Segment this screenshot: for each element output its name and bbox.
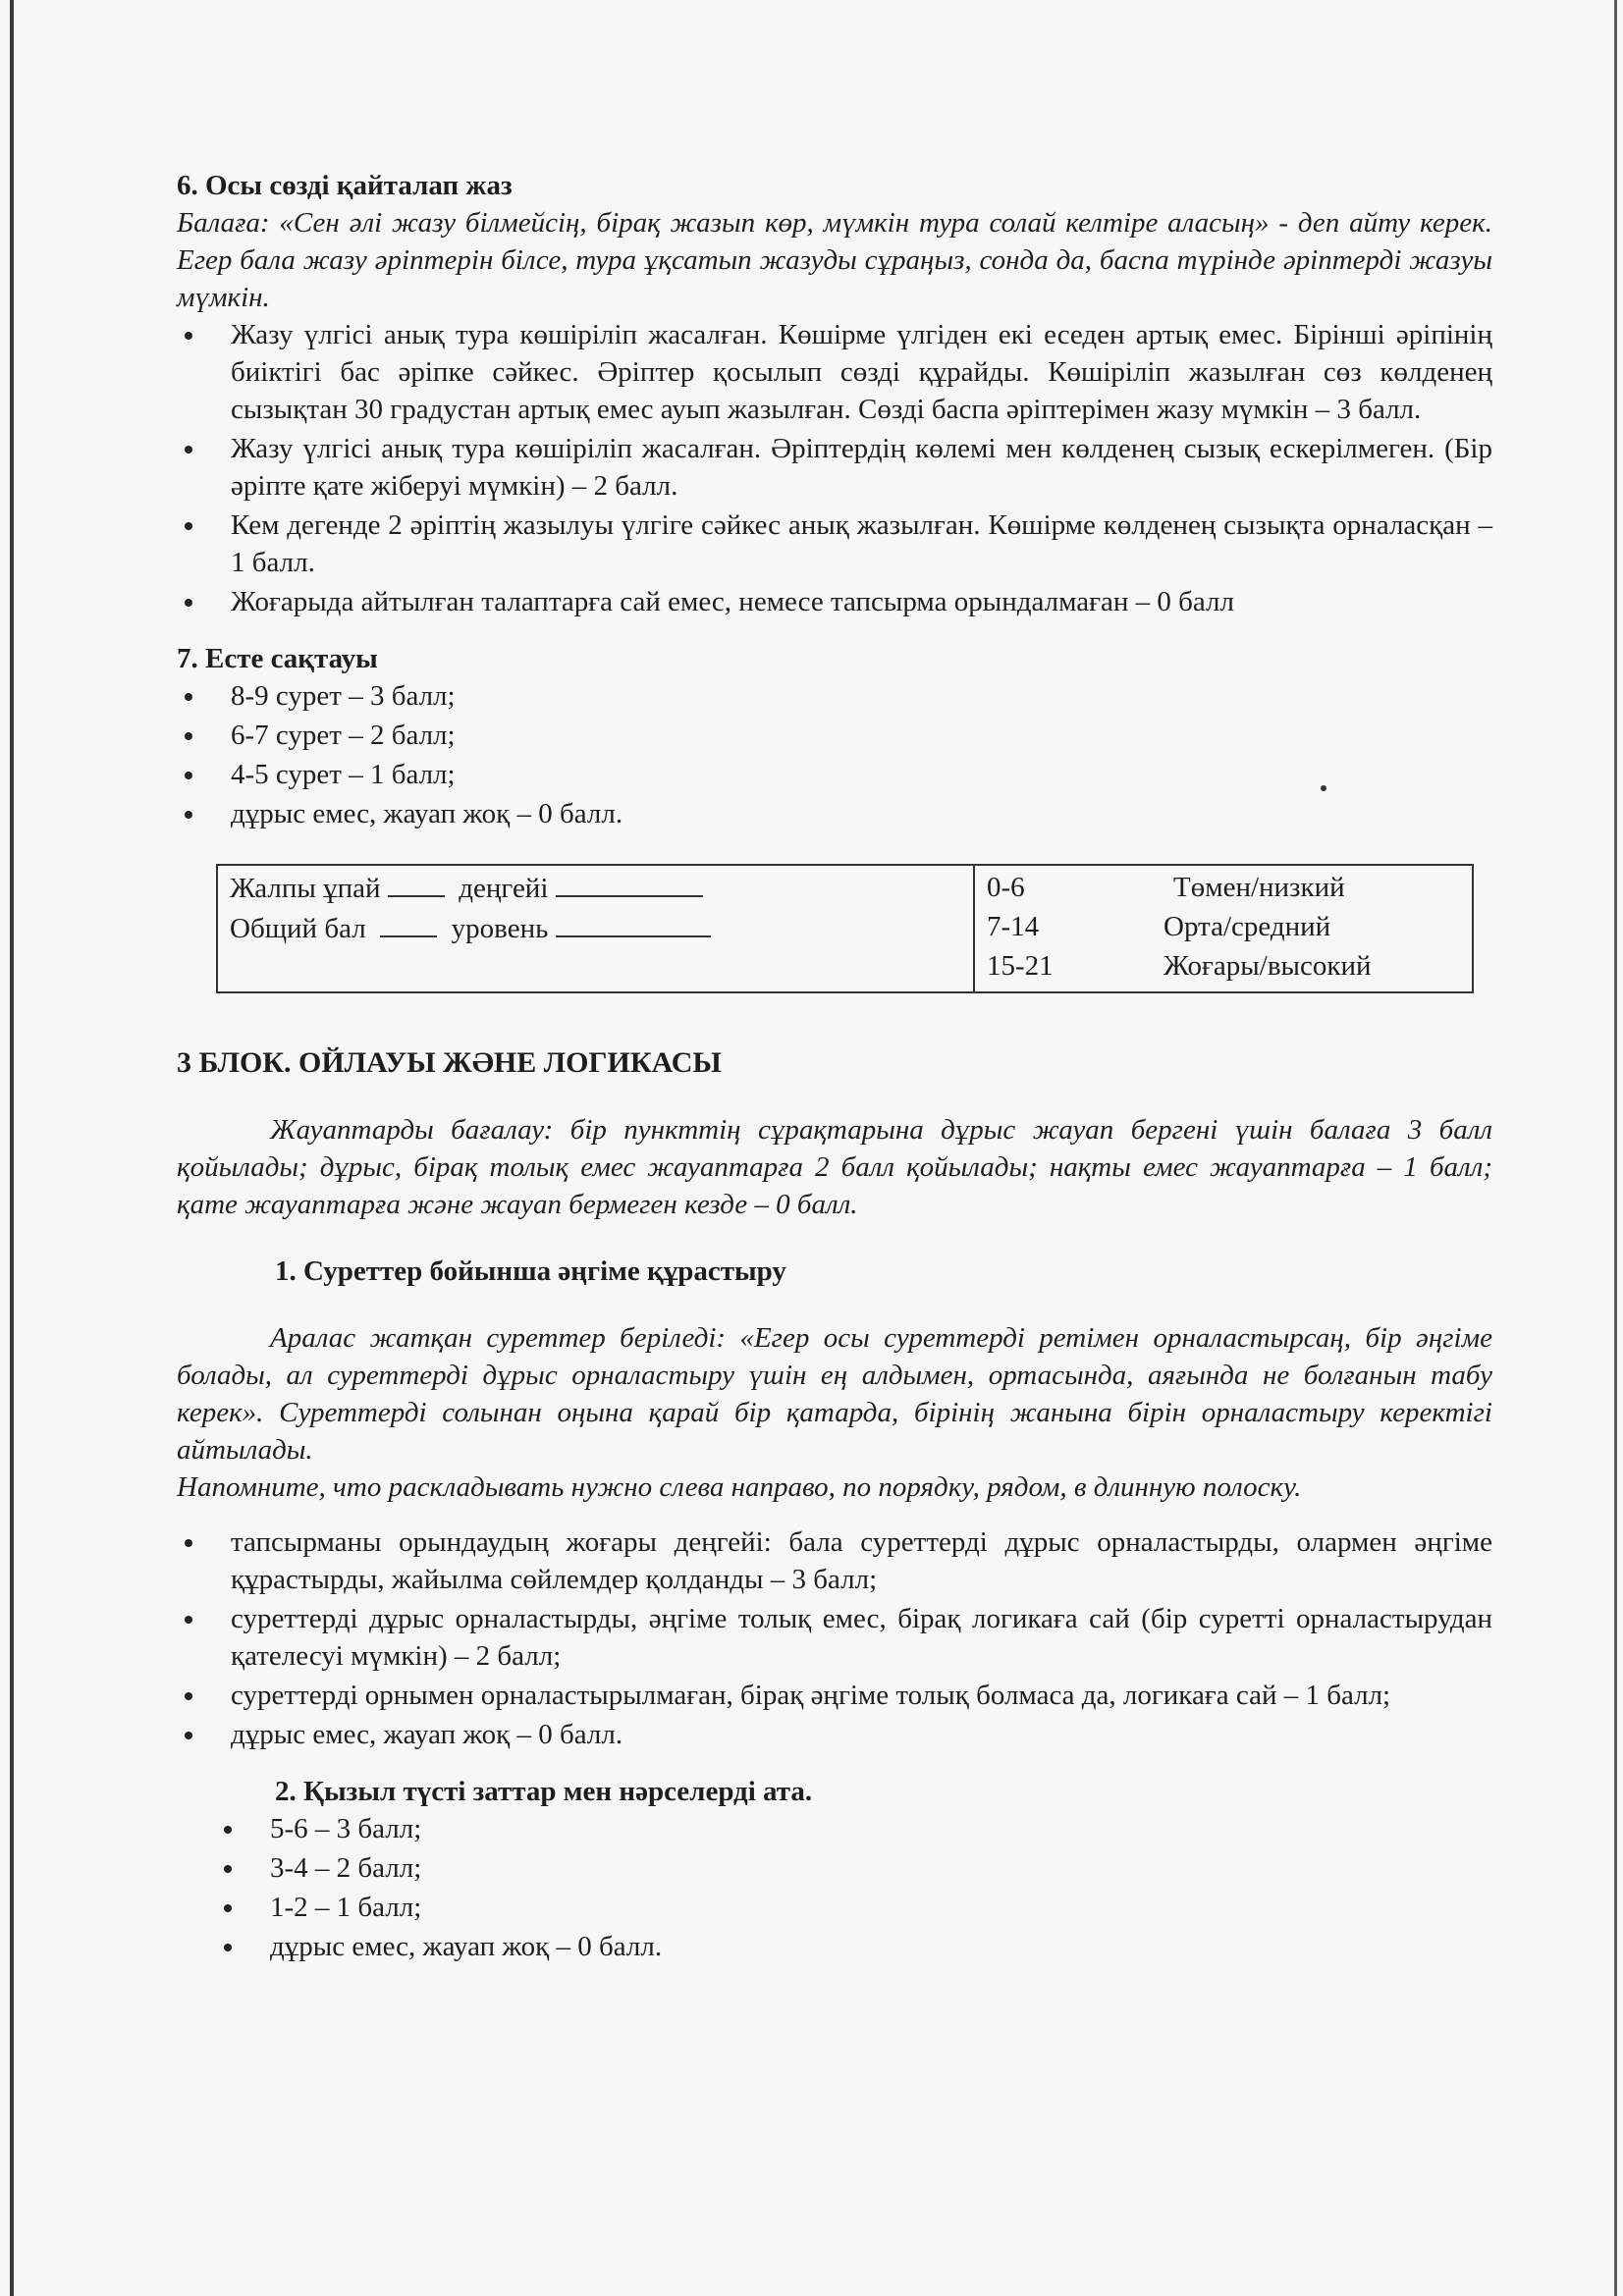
section-7-heading: 7. Есте сақтауы <box>177 643 378 674</box>
criteria-item: дұрыс емес, жауап жоқ – 0 балл. <box>177 1928 1492 1965</box>
criteria-item: 8-9 сурет – 3 балл; <box>177 677 1492 715</box>
task-1-intro: Аралас жатқан суреттер беріледі: «Егер осы суреттерді ретімен орналастырсаң, бір әңгіме болады, ал суреттерді дұрыс орналастыру үшін ең алдымен, ортасында, аяғында не болғанын табу керек». Суреттерді солынан оңына қарай бір қатарда, бірінің жанына бірін орналастыру керектігі айтылады. <box>177 1322 1492 1466</box>
criteria-item: Жазу үлгісі анық тура көшіріліп жасалған. Көшірме үлгіден екі еседен артық емес. Бірінші әріпінің биіктігі бас әріпке сәйкес. Әріптер қосылып сөзді құрайды. Көшіріліп жазылған сөз көлденең сызықтан 30 градустан артық емес ауып жазылған. Сөзді баспа әріптерімен жазу мүмкін – 3 балл. <box>177 316 1492 428</box>
criteria-item: Кем дегенде 2 әріптің жазылуы үлгіге сәйкес анық жазылған. Көшірме көлденең сызықта орналасқан – 1 балл. <box>177 507 1492 581</box>
block-3-title: 3 БЛОК. ОЙЛАУЫ ЖӘНЕ ЛОГИКАСЫ <box>177 1046 722 1079</box>
criteria-item: Жазу үлгісі анық тура көшіріліп жасалған. Әріптердің көлемі мен көлденең сызық ескерілмеген. (Бір әріпте қате жіберуі мүмкін) – 2 балл. <box>177 430 1492 505</box>
task-2-criteria <box>177 1810 1492 1965</box>
criteria-item: Жоғарыда айтылған талаптарға сай емес, немесе тапсырма орындалмаған – 0 балл <box>177 583 1492 620</box>
criteria-item: дұрыс емес, жауап жоқ – 0 балл. <box>177 1716 1492 1753</box>
criteria-item: 3-4 – 2 балл; <box>177 1849 1492 1887</box>
document-body <box>177 167 1492 1967</box>
blank-line <box>388 868 445 897</box>
criteria-item: суреттерді дұрыс орналастырды, әңгіме толық емес, бірақ логикаға сай (бір суретті орналастырудан қателесуі мүмкін) – 2 балл; <box>177 1600 1492 1675</box>
section-7-criteria <box>177 677 1492 832</box>
score-table <box>216 864 1474 993</box>
criteria-item: 6-7 сурет – 2 балл; <box>177 717 1492 754</box>
total-score-row-ru: Общий бал уровень <box>230 908 961 948</box>
criteria-item: 1-2 – 1 балл; <box>177 1889 1492 1926</box>
section-6-intro: Балаға: «Сен әлі жазу білмейсің, бірақ жазып көр, мүмкін тура солай келтіре аласың» - деп айту керек. Егер бала жазу әріптерін білсе, тура ұқсатып жазуды сұраңыз, сонда да, баспа түрінде әріптерді жазуы мүмкін. <box>177 207 1492 313</box>
section-6-criteria <box>177 316 1492 620</box>
scan-left-edge <box>10 0 14 2296</box>
task-1-criteria <box>177 1523 1492 1753</box>
criteria-item: тапсырманы орындаудың жоғары деңгейі: бала суреттерді дұрыс орналастырды, олармен әңгіме құрастырды, жайылма сөйлемдер қолданды – 3 балл; <box>177 1523 1492 1598</box>
blank-line <box>380 908 437 937</box>
score-fields-cell <box>217 865 974 992</box>
level-row: 15-21 Жоғары/высокий <box>987 950 1372 982</box>
criteria-item: суреттерді орнымен орналастырылмаған, бірақ әңгіме толық болмаса да, логикаға сай – 1 балл; <box>177 1677 1492 1714</box>
criteria-item: дұрыс емес, жауап жоқ – 0 балл. <box>177 795 1492 832</box>
level-row: 7-14 Орта/средний <box>987 911 1331 942</box>
task-2-heading: 2. Қызыл түсті заттар мен нәрселерді ата. <box>275 1776 813 1807</box>
level-row: 0-6 Төмен/низкий <box>987 872 1345 903</box>
blank-line <box>556 868 703 897</box>
task-1-ru-note: Напомните, что раскладывать нужно слева направо, по порядку, рядом, в длинную полоску. <box>177 1471 1302 1503</box>
criteria-item: 4-5 сурет – 1 балл; <box>177 756 1492 793</box>
task-1-heading: 1. Суреттер бойынша әңгіме құрастыру <box>275 1255 786 1287</box>
scan-right-edge <box>1614 0 1617 2296</box>
block-3-intro: Жауаптарды бағалау: бір пункттің сұрақтарына дұрыс жауап бергені үшін балаға 3 балл қойылады; дұрыс, бірақ толық емес жауаптарға 2 балл қойылады; нақты емес жауаптарға – 1 балл; қате жауаптарға және жауап бермеген кезде – 0 балл. <box>177 1114 1492 1220</box>
criteria-item: 5-6 – 3 балл; <box>177 1810 1492 1847</box>
section-6-heading: 6. Осы сөзді қайталап жаз <box>177 170 513 201</box>
blank-line <box>556 908 711 937</box>
levels-cell <box>974 865 1473 992</box>
total-score-row: Жалпы ұпай деңгейі <box>230 868 961 908</box>
